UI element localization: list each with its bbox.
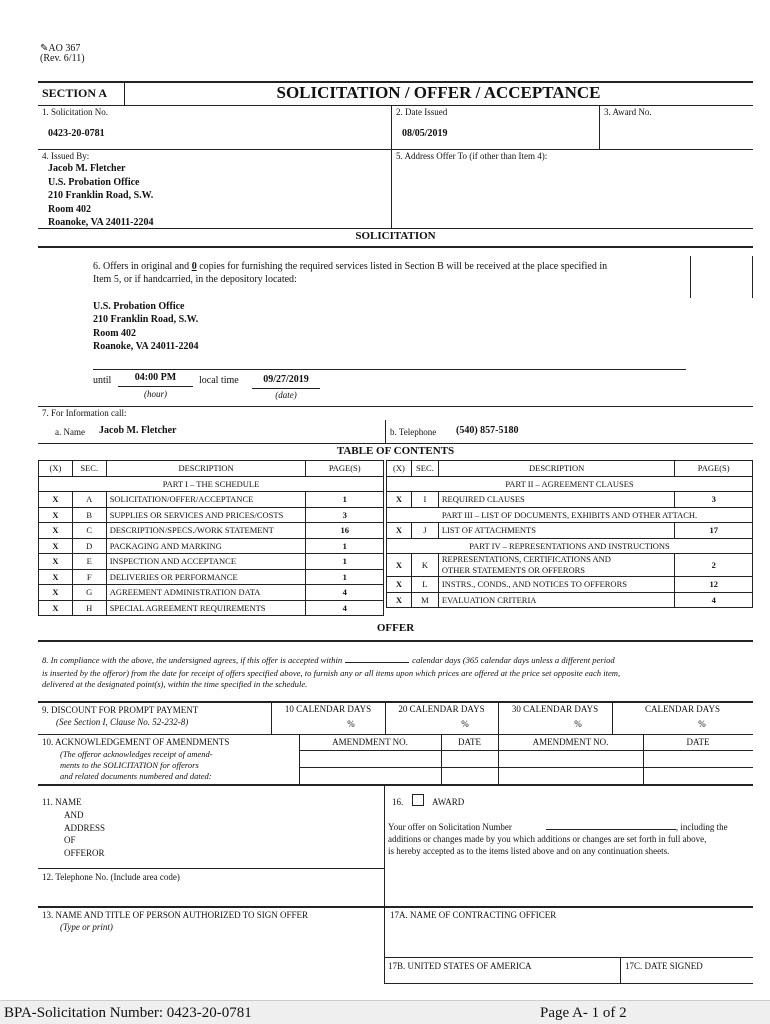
item8-part-b: calendar days (365 calendar days unless a different period (412, 655, 615, 665)
toc-pages-cell: 4 (306, 585, 384, 601)
ack-sub (60, 749, 213, 782)
toc-pages-cell: 2 (675, 554, 753, 577)
item11-line: OFFEROR (64, 848, 105, 859)
item6-pre: 6. Offers in original and (93, 261, 192, 272)
toc-col-pages: PAGE(S) (306, 461, 384, 477)
discount-pct: % (461, 719, 469, 729)
toc-sec-cell: A (72, 492, 106, 508)
award-text-line1 (388, 822, 728, 832)
footer-solicitation: BPA-Solicitation Number: 0423-20-0781 (4, 1005, 252, 1021)
table-row (39, 600, 384, 616)
toc-desc-cell: SOLICITATION/OFFER/ACCEPTANCE (106, 492, 306, 508)
toc-desc-cell: DELIVERIES OR PERFORMANCE (106, 569, 306, 585)
award-text-line2: additions or changes made by you which additions or changes are set forth in full above, (388, 834, 707, 844)
toc-x-cell: X (39, 600, 73, 616)
discount-pct: % (574, 719, 582, 729)
table-row (39, 523, 384, 539)
toc-sec-cell: H (72, 600, 106, 616)
discount-col-20: 20 CALENDAR DAYS (398, 704, 485, 714)
toc-sec-cell: K (411, 554, 438, 577)
toc-header-row (387, 461, 753, 477)
toc-part-row (387, 507, 753, 523)
solicitation-address-line: 210 Franklin Road, S.W. (93, 314, 199, 326)
offer-heading: OFFER (376, 622, 415, 634)
telephone-label: 12. Telephone No. (Include area code) (42, 872, 180, 882)
item8-line3: delivered at the designated point(s), within the time specified in the schedule. (42, 679, 308, 689)
date-issued-value: 08/05/2019 (402, 128, 448, 139)
toc-part3: PART III – LIST OF DOCUMENTS, EXHIBITS AND OTHER ATTACH. (387, 507, 753, 523)
item11-lines (64, 809, 105, 860)
toc-x-cell: X (39, 538, 73, 554)
toc-pages-cell: 12 (675, 577, 753, 593)
toc-col-x: (X) (39, 461, 73, 477)
section-label: SECTION A (42, 86, 108, 100)
award-no-label: 3. Award No. (604, 107, 652, 117)
item6-text (93, 261, 607, 272)
table-row (39, 554, 384, 570)
table-row (387, 492, 753, 508)
award-solicitation-blank[interactable] (546, 829, 676, 830)
toc-desc-cell: DESCRIPTION/SPECS./WORK STATEMENT (106, 523, 306, 539)
toc-pages-cell: 17 (675, 523, 753, 539)
date-value: 09/27/2019 (263, 374, 309, 385)
toc-sec-cell: F (72, 569, 106, 585)
pen-icon: ✎ (40, 43, 49, 54)
toc-desc-cell: INSPECTION AND ACCEPTANCE (106, 554, 306, 570)
item6-line2: Item 5, or if handcarried, in the depository located: (93, 274, 297, 285)
award-label: AWARD (432, 797, 465, 807)
page-footer (0, 1000, 770, 1024)
toc-part-row (387, 538, 753, 554)
issued-by-line: Roanoke, VA 24011-2204 (48, 217, 154, 228)
item8-part-a: 8. In compliance with the above, the undersigned agrees, if this offer is accepted within (42, 655, 343, 665)
toc-x-cell: X (387, 523, 412, 539)
award-text-line3: is hereby accepted as to the items listed above and on any continuation sheets. (388, 846, 670, 856)
toc-x-cell: X (387, 592, 412, 608)
table-row (39, 569, 384, 585)
toc-part1: PART I – THE SCHEDULE (39, 476, 384, 492)
discount-col-10: 10 CALENDAR DAYS (284, 704, 372, 714)
table-row (387, 592, 753, 608)
info-phone-label: b. Telephone (390, 427, 437, 437)
toc-sec-cell: B (72, 507, 106, 523)
toc-desc-cell: AGREEMENT ADMINISTRATION DATA (106, 585, 306, 601)
toc-desc-cell: LIST OF ATTACHMENTS (438, 523, 675, 539)
item11-line: AND (64, 810, 84, 820)
date-caption: (date) (275, 390, 297, 400)
item8-line2: is inserted by the offeror) from the date for receipt of offers specified above, to furnish any or all items upon which prices are offered at the price set opposite each item, (42, 668, 621, 678)
toc-sec-cell: J (411, 523, 438, 539)
ack-sub-line: ments to the SOLICITATION for offerors (60, 760, 199, 770)
local-time-label: local time (199, 375, 239, 386)
form-id-text: AO 367 (48, 43, 81, 54)
item17a-label: 17A. NAME OF CONTRACTING OFFICER (390, 910, 557, 920)
info-call-label: 7. For Information call: (42, 408, 127, 418)
discount-col-30: 30 CALENDAR DAYS (511, 704, 599, 714)
toc-pages-cell: 16 (306, 523, 384, 539)
item16-number: 16. (392, 797, 404, 807)
form-revision: (Rev. 6/11) (40, 53, 85, 64)
toc-part4: PART IV – REPRESENTATIONS AND INSTRUCTIONS (387, 538, 753, 554)
discount-pct: % (347, 719, 355, 729)
discount-pct: % (698, 719, 706, 729)
discount-label: 9. DISCOUNT FOR PROMPT PAYMENT (42, 705, 199, 715)
toc-desc-cell: EVALUATION CRITERIA (438, 592, 675, 608)
solicitation-no-label: 1. Solicitation No. (42, 107, 108, 117)
info-name-value: Jacob M. Fletcher (99, 425, 177, 436)
footer-page-number: Page A- 1 of 2 (540, 1005, 627, 1021)
item17c-label: 17C. DATE SIGNED (625, 961, 703, 971)
toc-desc-cell: SPECIAL AGREEMENT REQUIREMENTS (106, 600, 306, 616)
issued-by-line: Room 402 (48, 203, 92, 215)
item6-post: copies for furnishing the required services listed in Section B will be received at the place specified in (196, 261, 608, 272)
item11-label: 11. NAME (42, 797, 82, 807)
toc-desc-cell: PACKAGING AND MARKING (106, 538, 306, 554)
toc-sec-cell: M (411, 592, 438, 608)
item13-sub: (Type or print) (60, 922, 113, 932)
toc-desc-cell: INSTRS., CONDS., AND NOTICES TO OFFERORS (438, 577, 675, 593)
amendment-date-header: DATE (458, 737, 481, 747)
toc-desc-cell: SUPPLIES OR SERVICES AND PRICES/COSTS (106, 507, 306, 523)
solicitation-no-value: 0423-20-0781 (48, 128, 105, 139)
ack-sub-line: (The offeror acknowledges receipt of amend- (60, 749, 213, 759)
toc-pages-cell: 1 (306, 492, 384, 508)
item8-days-blank[interactable] (345, 662, 409, 663)
toc-part-row (39, 476, 384, 492)
amendment-no-header: AMENDMENT NO. (532, 737, 609, 747)
table-row (39, 492, 384, 508)
discount-sub: (See Section I, Clause No. 52-232-8) (56, 717, 189, 727)
issued-by-line: 210 Franklin Road, S.W. (48, 190, 154, 201)
issued-by-line: U.S. Probation Office (48, 176, 140, 188)
toc-pages-cell: 3 (675, 492, 753, 508)
toc-sec-cell: E (72, 554, 106, 570)
item11-line: ADDRESS (64, 822, 106, 833)
issued-by-line: Jacob M. Fletcher (48, 163, 126, 174)
toc-sec-cell: G (72, 585, 106, 601)
toc-col-sec: SEC. (72, 461, 106, 477)
toc-desc-line: REPRESENTATIONS, CERTIFICATIONS AND (441, 554, 611, 564)
item11-line: OF (64, 835, 76, 846)
date-issued-label: 2. Date Issued (396, 107, 448, 117)
toc-sec-cell: I (411, 492, 438, 508)
table-row (39, 538, 384, 554)
toc-desc-cell: REQUIRED CLAUSES (438, 492, 675, 508)
toc-pages-cell: 3 (306, 507, 384, 523)
toc-sec-cell: D (72, 538, 106, 554)
issued-by-block (48, 162, 153, 230)
toc-desc-cell (438, 554, 675, 577)
toc-x-cell: X (39, 492, 73, 508)
toc-x-cell: X (387, 577, 412, 593)
toc-col-desc: DESCRIPTION (106, 461, 306, 477)
ack-sub-line: and related documents numbered and dated: (60, 771, 212, 781)
toc-part2: PART II – AGREEMENT CLAUSES (387, 476, 753, 492)
toc-pages-cell: 1 (306, 569, 384, 585)
ack-label: 10. ACKNOWLEDGEMENT OF AMENDMENTS (42, 737, 230, 747)
toc-x-cell: X (39, 554, 73, 570)
toc-pages-cell: 1 (306, 554, 384, 570)
toc-x-cell: X (387, 492, 412, 508)
table-row (387, 523, 753, 539)
toc-col-pages: PAGE(S) (675, 461, 753, 477)
solicitation-address-line: Roanoke, VA 24011-2204 (93, 340, 199, 352)
toc-desc-line: OTHER STATEMENTS OR OFFERORS (441, 565, 586, 575)
toc-col-x: (X) (387, 461, 412, 477)
table-row (39, 507, 384, 523)
hour-value: 04:00 PM (134, 372, 177, 383)
toc-col-sec: SEC. (411, 461, 438, 477)
toc-sec-cell: L (411, 577, 438, 593)
toc-pages-cell: 4 (675, 592, 753, 608)
award-text1: Your offer on Solicitation Number (388, 822, 512, 832)
until-label: until (93, 375, 112, 386)
toc-x-cell: X (39, 507, 73, 523)
toc-x-cell: X (39, 585, 73, 601)
table-row (39, 585, 384, 601)
toc-part-row (387, 476, 753, 492)
toc-sec-cell: C (72, 523, 106, 539)
item8-line1 (42, 655, 615, 665)
item13-label: 13. NAME AND TITLE OF PERSON AUTHORIZED TO SIGN OFFER (42, 910, 309, 920)
item17b-label: 17B. UNITED STATES OF AMERICA (388, 961, 532, 971)
toc-col-desc: DESCRIPTION (438, 461, 675, 477)
toc-x-cell: X (39, 569, 73, 585)
award-text1b: , including the (675, 822, 728, 832)
address-offer-label: 5. Address Offer To (if other than Item 4): (396, 151, 548, 161)
award-checkbox[interactable] (412, 794, 424, 806)
hour-caption: (hour) (144, 389, 167, 399)
item6-copies: 0 (191, 261, 197, 272)
discount-col-other: CALENDAR DAYS (645, 704, 720, 714)
toc-pages-cell: 1 (306, 538, 384, 554)
solicitation-address (93, 300, 198, 353)
solicitation-address-line: Room 402 (93, 327, 137, 339)
toc-header-row (39, 461, 384, 477)
form-title: SOLICITATION / OFFER / ACCEPTANCE (276, 83, 601, 102)
info-phone-value: (540) 857-5180 (456, 425, 519, 436)
toc-x-cell: X (39, 523, 73, 539)
toc-table-left (38, 460, 384, 616)
info-name-label: a. Name (55, 427, 85, 437)
amendment-no-header: AMENDMENT NO. (332, 737, 408, 747)
solicitation-address-line: U.S. Probation Office (93, 301, 185, 312)
solicitation-heading: SOLICITATION (355, 230, 436, 242)
amendment-date-header: DATE (686, 737, 710, 747)
issued-by-label: 4. Issued By: (42, 151, 90, 161)
toc-table-right (386, 460, 753, 608)
toc-x-cell: X (387, 554, 412, 577)
table-row (387, 577, 753, 593)
toc-pages-cell: 4 (306, 600, 384, 616)
toc-heading: TABLE OF CONTENTS (336, 445, 455, 457)
